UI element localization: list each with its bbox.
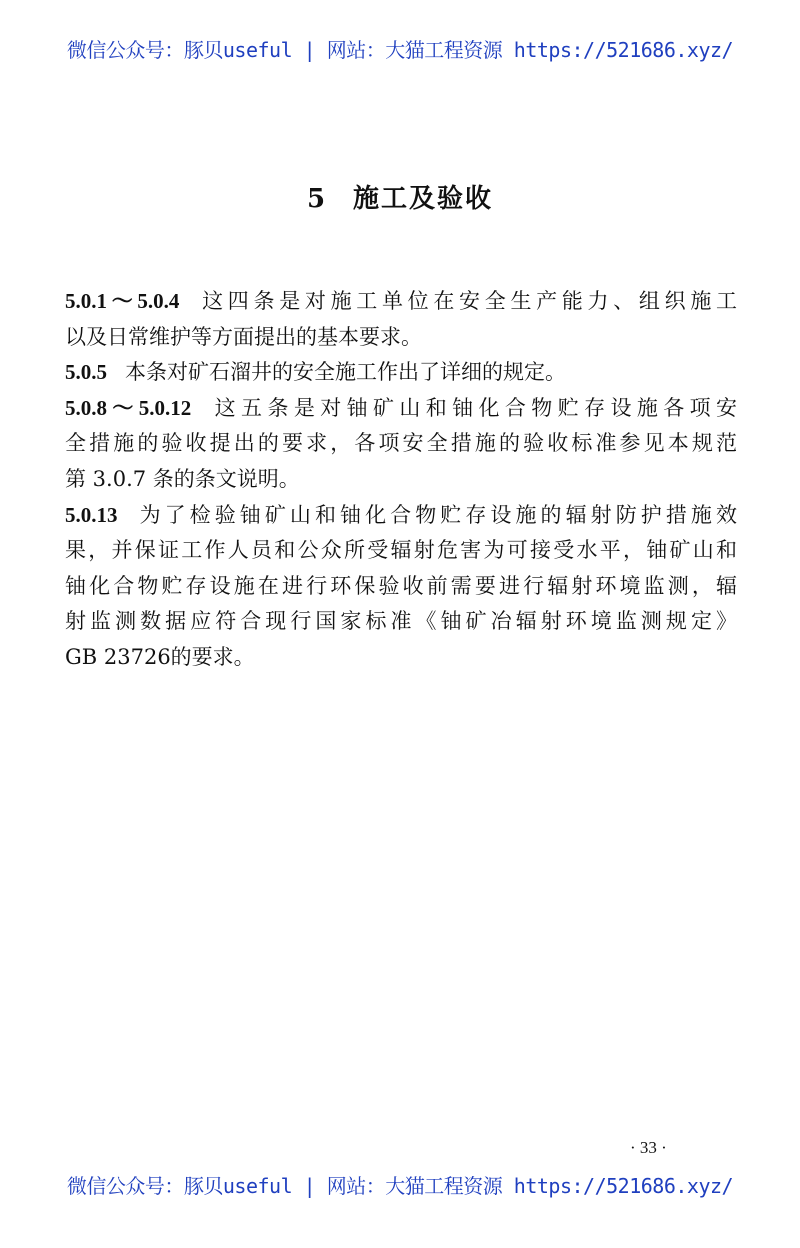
paragraph-line: 果，并保证工作人员和公众所受辐射危害为可接受水平，铀矿山和 — [65, 538, 737, 563]
paragraph-line: 全措施的验收提出的要求，各项安全措施的验收标准参见本规范 — [65, 431, 737, 456]
chapter-title-text: 施工及验收 — [353, 184, 494, 214]
chapter-title — [0, 178, 800, 215]
paragraph-line: GB 23726的要求。 — [65, 644, 255, 669]
watermark-top: 微信公众号：豚贝useful | 网站：大猫工程资源 https://521686.xyz/ — [66, 38, 734, 62]
paragraph-line: 铀化合物贮存设施在进行环保验收前需要进行辐射环境监测，辐 — [65, 573, 737, 598]
section-number: 5.0.8～5.0.12 — [65, 395, 192, 420]
paragraph-line — [65, 284, 737, 320]
section-number: 5.0.13 — [65, 502, 118, 527]
page-number: · 33 · — [630, 1138, 667, 1157]
watermark-bottom: 微信公众号：豚贝useful | 网站：大猫工程资源 https://521686.xyz/ — [66, 1174, 734, 1198]
document-body — [65, 284, 737, 676]
section-number: 5.0.1～5.0.4 — [65, 289, 180, 313]
line-text: 为了检验铀矿山和铀化合物贮存设施的辐射防护措施效 — [135, 502, 737, 527]
paragraph-line — [65, 355, 737, 391]
paragraph-line: 第 3.0.7 条的条文说明。 — [65, 466, 300, 491]
paragraph-line: 以及日常维护等方面提出的基本要求。 — [65, 324, 422, 349]
section-number: 5.0.5 — [65, 360, 107, 385]
line-text: 本条对矿石溜井的安全施工作出了详细的规定。 — [125, 360, 566, 385]
paragraph-line — [65, 391, 737, 427]
line-text: 这四条是对施工单位在安全生产能力、组织施工 — [197, 289, 738, 313]
line-text: 这五条是对铀矿山和铀化合物贮存设施各项安 — [209, 395, 738, 420]
paragraph-line — [65, 498, 737, 534]
paragraph-line: 射监测数据应符合现行国家标准《铀矿冶辐射环境监测规定》 — [65, 609, 737, 634]
chapter-number: 5 — [306, 184, 328, 214]
